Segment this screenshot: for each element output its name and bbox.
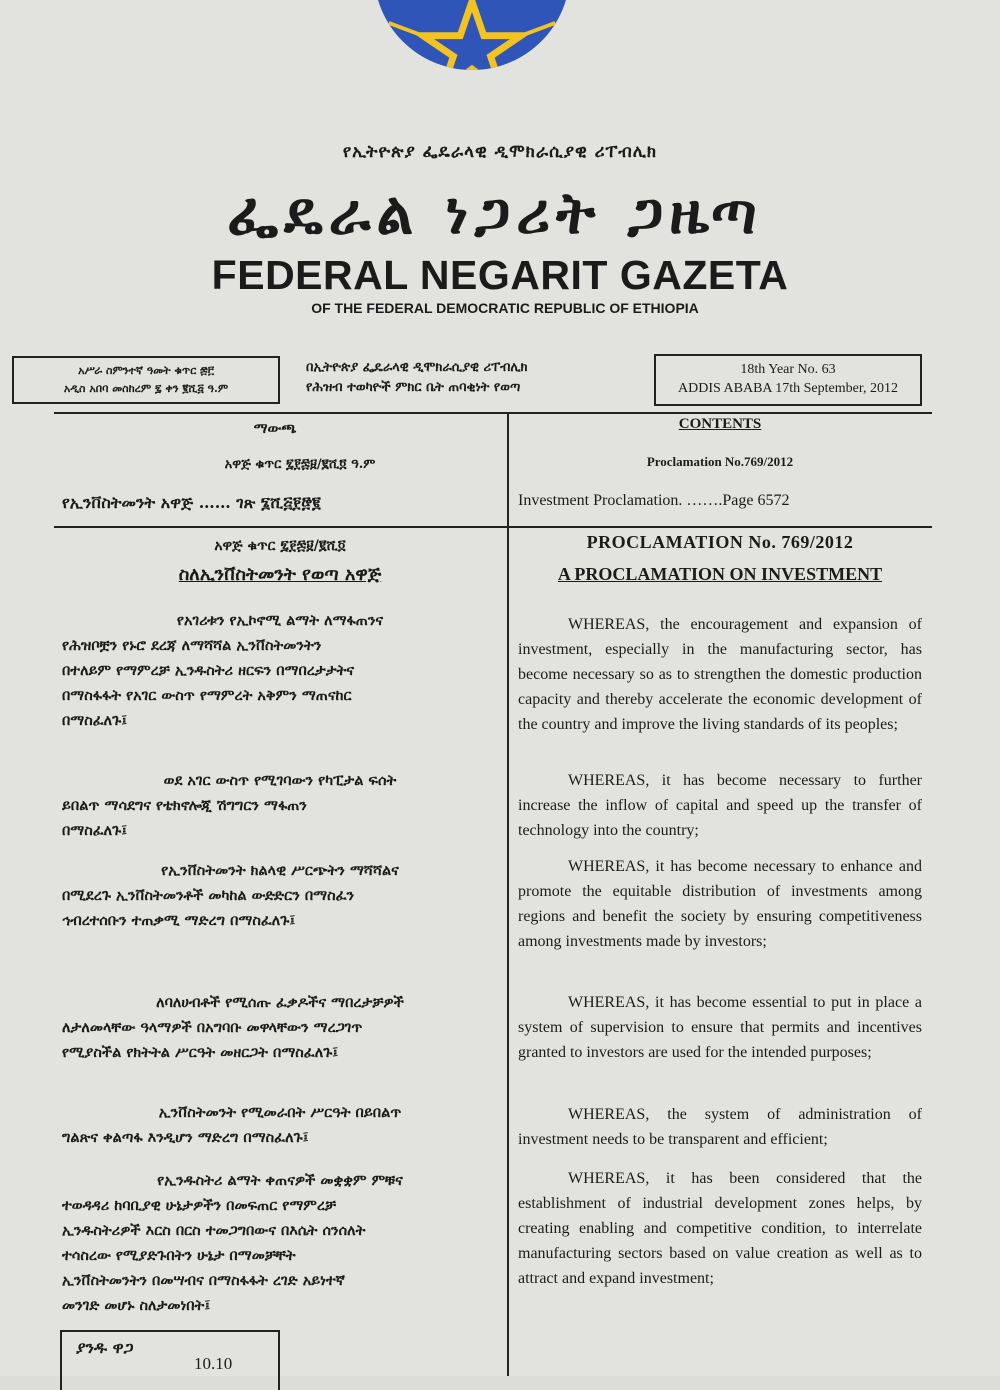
english-paragraph-6: WHEREAS, it has been considered that the establishment of industrial development zones helps, by creating enabling and competitive condition, to interrelate manufacturing sectors based on value creation as well as to attract and expand investment; [518, 1170, 922, 1287]
english-paragraph-2: WHEREAS, it has become necessary to further increase the inflow of capital and speed up the transfer of technology into the country; [518, 772, 922, 839]
amharic-year-number: አሥራ ስምንተኛ ዓመት ቁጥር ፷፫ [78, 364, 214, 377]
english-year-number: 18th Year No. 63 [740, 362, 836, 377]
english-paragraph-3: WHEREAS, it has become necessary to enhance and promote the equitable distribution of investments among regions and benefit the society by ensuring competitiveness among investments made by investors; [518, 858, 922, 950]
price-label: ያንዱ ዋጋ [76, 1338, 134, 1357]
contents-divider [54, 526, 932, 528]
amharic-publisher-line-1: በኢትዮጵያ ፌዴራላዊ ዲሞክራሲያዊ ሪፐብሊክ [306, 360, 528, 375]
contents-proclamation-number: Proclamation No.769/2012 [646, 454, 794, 469]
amharic-line: ግልጽና ቀልጣፋ እንዲሆን ማድረግ በማስፈለጉ፤ [62, 1129, 309, 1146]
english-issue-box [654, 354, 922, 406]
amharic-paragraph-6 [62, 1168, 498, 1318]
amharic-line: ይበልጥ ማሳደግና የቴክኖሎጂ ሽግግርን ማፋጠን [62, 797, 307, 814]
amharic-line: የአገሪቱን የኢኮኖሚ ልማት ለማፋጠንና [176, 612, 384, 629]
english-paragraph-1: WHEREAS, the encouragement and expansion of investment, especially in the manufacturing sector, has become necessary so as to strengthen the domestic production capacity and thereby accelerate the economic development of the country and improve the living standards of its peoples; [518, 616, 922, 733]
english-gazette-title: FEDERAL NEGARIT GAZETA [211, 252, 789, 298]
amharic-line: ኢንዱስትሪዎች እርስ በርስ ተመጋግበውና በእሴት ሰንሰለት [62, 1222, 366, 1239]
amharic-line: ወደ አገር ውስጥ የሚገባውን የካፒታል ፍሰት [163, 772, 397, 789]
english-paragraph-4: WHEREAS, it has become essential to put in place a system of supervision to ensure that permits and incentives granted to investors are used for the intended purposes; [518, 994, 922, 1061]
amharic-line: ለባለሀብቶች የሚሰጡ ፈቃዶችና ማበረታቻዎች [156, 994, 404, 1011]
contents-heading: CONTENTS [678, 416, 762, 432]
amharic-publisher-note [306, 358, 652, 398]
amharic-line: በተለይም የማምረቻ ኢንዱስትሪ ዘርፍን በማበረታታትና [62, 662, 355, 679]
amharic-line: የሚያስችል የክትትል ሥርዓት መዘርጋት በማስፈለጉ፤ [62, 1044, 339, 1061]
english-paragraph-5: WHEREAS, the system of administration of investment needs to be transparent and efficient; [518, 1106, 922, 1148]
price-value: 10.10 [194, 1354, 233, 1373]
amharic-line: መንገድ መሆኑ ስለታመነበት፤ [62, 1297, 211, 1314]
amharic-issue-box [12, 356, 280, 404]
amharic-line: ኢንቨስትመንትን በመሣብና በማስፋፋት ረገድ አይነተኛ [62, 1272, 345, 1289]
amharic-paragraph-2 [62, 768, 498, 843]
amharic-line: ተሳስረው የሚያድጉበትን ሁኔታ በማመቻቸት [62, 1247, 296, 1264]
amharic-line: በማስፋፋት የአገር ውስጥ የማምረት አቅምን ማጠናከር [62, 687, 352, 704]
amharic-line: ኅብረተሰቡን ተጠቃሚ ማድረግ በማስፈለጉ፤ [62, 912, 296, 929]
amharic-line: በማስፈለጉ፤ [62, 712, 128, 729]
ethiopian-emblem-icon [374, 0, 570, 70]
amharic-line: በማስፈለጉ፤ [62, 822, 128, 839]
amharic-line: ተወዳዳሪ ከባቢያዊ ሁኔታዎችን በመፍጠር የማምረቻ [62, 1197, 336, 1214]
amharic-paragraph-1 [62, 608, 498, 733]
english-issue-date: ADDIS ABABA 17th September, 2012 [678, 381, 898, 396]
amharic-issue-date: አዲስ አበባ መስከረም ፯ ቀን ፪ሺ፭ ዓ.ም [63, 382, 229, 395]
amharic-line: የሕዝቦቿን የኑሮ ደረጃ ለማሻሻል ኢንቨስትመንትን [62, 637, 322, 654]
amharic-contents-heading: ማውጫ [253, 420, 297, 437]
amharic-line: የኢንቨስትመንት ክልላዊ ሥርጭትን ማሻሻልና [161, 862, 399, 879]
amharic-line: ለታለመላቸው ዓላማዎች በአግባቡ መዋላቸውን ማረጋገጥ [62, 1019, 363, 1036]
amharic-gazette-title: ፌዴራል ነጋሪት ጋዜጣ [227, 179, 763, 247]
amharic-contents-item: የኢንቨስትመንት አዋጅ …… ገጽ ፮ሺ፭፻፸፪ [62, 493, 321, 512]
header-divider [54, 412, 932, 414]
english-gazette-subtitle: OF THE FEDERAL DEMOCRATIC REPUBLIC OF ETHIOPIA [311, 300, 699, 316]
column-divider [507, 412, 509, 1376]
amharic-paragraph-5 [62, 1100, 498, 1150]
amharic-title-number: አዋጅ ቁጥር ፯፻፷፱/፪ሺ፬ [214, 538, 346, 554]
amharic-line: በሚደረጉ ኢንቨስትመንቶች መካከል ውድድርን በማስፈን [62, 887, 355, 904]
amharic-line: ኢንቨስትመንት የሚመራበት ሥርዓት በይበልጥ [158, 1104, 402, 1121]
amharic-proclamation-title: ስለኢንቨስትመንት የወጣ አዋጅ [178, 564, 382, 585]
amharic-republic-line: የኢትዮጵያ ፌዴራላዊ ዲሞክራሲያዊ ሪፐብሊክ [342, 142, 658, 162]
proclamation-subtitle: A PROCLAMATION ON INVESTMENT [557, 564, 883, 584]
amharic-proclamation-number: አዋጅ ቁጥር ፯፻፷፱/፪ሺ፬ ዓ.ም [224, 457, 376, 472]
amharic-publisher-line-2: የሕዝብ ተወካዮች ምክር ቤት ጠባቂነት የወጣ [306, 380, 521, 395]
proclamation-title: PROCLAMATION No. 769/2012 [586, 532, 854, 552]
contents-item: Investment Proclamation. …….Page 6572 [518, 492, 790, 509]
amharic-paragraph-4 [62, 990, 498, 1065]
amharic-paragraph-3 [62, 858, 498, 933]
amharic-line: የኢንዱስትሪ ልማት ቀጠናዎች መቋቋም ምቹና [157, 1172, 403, 1189]
